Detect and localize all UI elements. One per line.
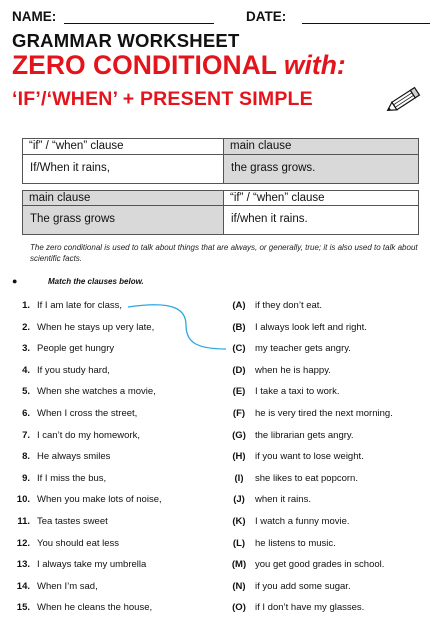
option-letter: (E)	[232, 386, 246, 398]
topic-title-italic: with:	[283, 50, 346, 80]
exercise-row[interactable]	[0, 343, 438, 359]
option-letter: (L)	[232, 537, 246, 549]
table1-left-body: If/When it rains,	[30, 162, 110, 174]
date-label: DATE:	[246, 9, 287, 24]
right-clause[interactable]: my teacher gets angry.	[255, 343, 351, 355]
option-letter: (K)	[232, 516, 246, 527]
left-clause[interactable]: When she watches a movie,	[37, 386, 156, 398]
item-number: 7.	[22, 429, 30, 441]
header	[12, 9, 432, 27]
item-number: 3.	[22, 343, 30, 355]
date-field[interactable]	[302, 23, 430, 24]
exercise-row[interactable]	[0, 430, 438, 446]
table1-right-body: the grass grows.	[223, 155, 418, 183]
right-clause[interactable]: when he is happy.	[255, 364, 331, 376]
item-number: 1.	[22, 300, 30, 311]
option-letter: (M)	[231, 559, 247, 571]
item-number: 10.	[16, 494, 30, 506]
item-number: 11.	[17, 516, 30, 527]
item-number: 13.	[16, 559, 30, 571]
table2-right-body: if/when it rains.	[223, 206, 418, 234]
instruction: Match the clauses below.	[48, 277, 144, 286]
item-number: 5.	[22, 386, 30, 398]
left-clause[interactable]: I can’t do my homework,	[37, 429, 140, 441]
exercise-row[interactable]	[0, 494, 438, 510]
option-letter: (D)	[232, 364, 246, 376]
item-number: 4.	[22, 364, 30, 376]
item-number: 6.	[22, 408, 30, 419]
option-letter: (A)	[232, 300, 246, 311]
pencil-icon	[383, 86, 423, 116]
right-clause[interactable]: if you add some sugar.	[255, 580, 351, 592]
option-letter: (B)	[232, 321, 246, 333]
option-letter: (C)	[232, 343, 246, 355]
exercise-row[interactable]	[0, 473, 438, 489]
name-field[interactable]	[64, 23, 214, 24]
option-letter: (I)	[234, 472, 244, 484]
item-number: 14.	[16, 580, 30, 592]
right-clause[interactable]: you get good grades in school.	[255, 559, 385, 571]
table2-left-header: main clause	[23, 191, 223, 206]
exercise-row[interactable]	[0, 408, 438, 424]
left-clause[interactable]: You should eat less	[37, 537, 120, 549]
left-clause[interactable]: Tea tastes sweet	[37, 516, 108, 527]
topic-title	[12, 50, 346, 81]
table1-left-header: “if” / “when” clause	[23, 139, 223, 155]
option-letter: (H)	[232, 451, 246, 463]
right-clause[interactable]: I take a taxi to work.	[255, 386, 340, 398]
exercise-row[interactable]	[0, 516, 438, 532]
right-clause[interactable]: I watch a funny movie.	[255, 516, 350, 527]
option-letter: (O)	[232, 602, 246, 614]
item-number: 9.	[22, 472, 30, 484]
left-clause[interactable]: If you study hard,	[37, 364, 110, 376]
table2-left-body: The grass grows	[23, 206, 223, 234]
example-table-1	[22, 138, 419, 184]
option-letter: (F)	[232, 408, 246, 419]
right-clause[interactable]: he listens to music.	[255, 537, 336, 549]
table2-right-header: “if” / “when” clause	[223, 191, 418, 206]
left-clause[interactable]: When I’m sad,	[37, 580, 98, 592]
topic-subtitle: ‘IF’/‘WHEN’ + PRESENT SIMPLE	[12, 88, 313, 110]
exercise-row[interactable]	[0, 602, 438, 618]
item-number: 15.	[16, 602, 30, 614]
example-table-2	[22, 190, 419, 235]
table1-right-header: main clause	[223, 139, 418, 155]
left-clause[interactable]: When I cross the street,	[37, 408, 138, 419]
exercise-row[interactable]	[0, 559, 438, 575]
right-clause[interactable]: if you want to lose weight.	[255, 451, 364, 463]
item-number: 12.	[16, 537, 30, 549]
right-clause[interactable]: she likes to eat popcorn.	[255, 472, 358, 484]
bullet-icon: ●	[12, 276, 18, 286]
left-clause[interactable]: When you make lots of noise,	[37, 494, 162, 506]
left-clause[interactable]: If I am late for class,	[37, 300, 122, 311]
left-clause[interactable]: If I miss the bus,	[37, 472, 107, 484]
option-letter: (G)	[232, 429, 246, 441]
right-clause[interactable]: if they don’t eat.	[255, 300, 323, 311]
topic-title-main: ZERO CONDITIONAL	[12, 50, 277, 80]
left-clause[interactable]: He always smiles	[37, 451, 111, 463]
left-clause[interactable]: People get hungry	[37, 343, 115, 355]
left-clause[interactable]: When he cleans the house,	[37, 602, 153, 614]
option-letter: (N)	[232, 580, 246, 592]
worksheet-title: GRAMMAR WORKSHEET	[12, 30, 240, 51]
explanation-note: The zero conditional is used to talk about things that are always, or generally, true; it is also used to talk about scientific facts.	[30, 243, 418, 263]
name-label: NAME:	[12, 9, 57, 24]
right-clause[interactable]: if I don’t have my glasses.	[255, 602, 365, 614]
item-number: 8.	[22, 451, 30, 463]
exercise-row[interactable]	[0, 322, 438, 338]
exercise-row[interactable]	[0, 300, 438, 316]
item-number: 2.	[22, 321, 30, 333]
exercise-row[interactable]	[0, 365, 438, 381]
left-clause[interactable]: When he stays up very late,	[37, 321, 155, 333]
right-clause[interactable]: when it rains.	[255, 494, 311, 506]
exercise-row[interactable]	[0, 538, 438, 554]
exercise-row[interactable]	[0, 581, 438, 597]
right-clause[interactable]: the librarian gets angry.	[255, 429, 354, 441]
left-clause[interactable]: I always take my umbrella	[37, 559, 147, 571]
exercise-row[interactable]	[0, 451, 438, 467]
right-clause[interactable]: he is very tired the next morning.	[255, 408, 393, 419]
exercise-row[interactable]	[0, 386, 438, 402]
right-clause[interactable]: I always look left and right.	[255, 321, 367, 333]
option-letter: (J)	[233, 494, 245, 506]
